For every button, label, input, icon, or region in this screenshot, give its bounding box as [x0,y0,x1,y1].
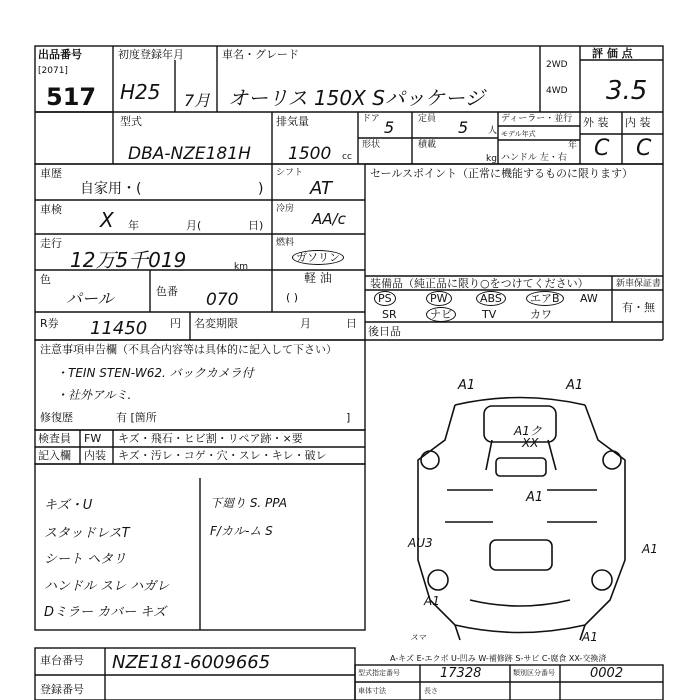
model-spec-label: 型式指定番号 [358,669,400,677]
history-close: ) [258,181,264,197]
ext-grade: C [594,136,610,161]
displacement-value: 1500 [288,144,332,164]
warranty-value: 有・無 [622,301,655,314]
aircon-value: AA/c [312,210,346,228]
inspection-year: 年 [128,219,139,232]
lot-sub: [2071] [38,66,68,76]
equip-airbag-text: エアB [526,291,564,306]
dealer-handle: ハンドル 左・右 [501,153,567,163]
score-value: 3.5 [606,76,648,106]
recycle-value: 11450 [90,318,148,339]
dealer-model-year: モデル年式 [501,130,536,138]
equip-ps-text: PS [374,291,396,306]
int-label: 内 装 [625,116,651,129]
equip-navi-text: ナビ [426,307,456,322]
damage-mark: A1 [642,542,658,556]
displacement-unit: cc [342,152,352,162]
mileage-unit: km [234,262,248,272]
length-label: 長さ [424,687,438,695]
color-value: パール [66,289,114,308]
aircon-label: 冷房 [276,204,295,214]
inspector-fw: FW [84,432,102,445]
footer-legend: A-キズ E-エクボ U-凹み W-補修跡 S-サビ C-腐食 XX-交換済 [390,654,607,663]
damage-mark: A1 [526,490,544,505]
reg-no-label: 登録番号 [40,683,84,696]
name-change-label: 名変期限 [194,317,238,330]
equipment-label: 装備品（純正品に限り○をつけてください） [370,277,589,290]
interior-note-right: 下廻り S. PPA [210,496,288,510]
ext-label: 外 装 [583,116,609,129]
notes-label: 注意事項申告欄（不具合内容等は具体的に記入して下さい） [40,343,337,356]
model-code-value: DBA-NZE181H [128,144,251,164]
lot-number: 517 [46,83,97,111]
name-change-month: 月 [300,317,311,330]
inspection-mark: X [100,208,114,232]
mileage-value: 12万5千019 [70,248,187,272]
notes-line2: ・社外アルミ. [56,388,132,402]
displacement-label: 排気量 [276,115,309,128]
inspector-legend2: キズ・汚レ・コゲ・穴・スレ・キレ・破レ [118,449,327,462]
inspector-naisou: 内装 [84,449,106,462]
damage-mark: A1 [566,378,584,393]
shape-label: 形状 [362,140,381,150]
doors-label: ドア [362,114,380,124]
inspector-label: 検査員 [38,432,71,445]
fuel-gasoline [292,252,344,264]
notes-line1: ・TEIN STEN-W62. バックカメラ付 [56,366,254,380]
color-code-label: 色番 [156,285,178,298]
equip-airbag [526,293,564,305]
equip-abs [476,293,506,305]
equip-leather: カワ [530,308,552,321]
chassis-label: 車台番号 [40,654,84,667]
equip-aw: AW [580,292,598,305]
equip-navi [426,309,456,321]
equip-sr: SR [382,308,397,321]
capacity-unit: 人 [488,126,498,136]
load-label: 積載 [418,140,437,150]
damage-mark: スマ [410,633,426,642]
inspector-legend1: キズ・飛石・ヒビ割・リペア跡・×要 [118,432,303,445]
equip-abs-text: ABS [476,291,506,306]
interior-note: Dミラー カバー キズ [44,605,167,620]
interior-note: キズ・U [44,498,93,513]
capacity-label: 定員 [418,114,437,124]
inspection-day: 日) [248,219,264,232]
inspection-month: 月( [186,219,202,232]
color-code: 070 [206,290,239,310]
input-label: 記入欄 [38,449,71,462]
drive-2wd: 2WD [546,60,568,70]
interior-note: スタッドレスT [44,526,130,541]
damage-mark: A1 [424,594,440,608]
fuel-label: 燃料 [276,238,295,248]
interior-note-right: F/カル-ム S [210,524,273,538]
first-reg-label: 初度登録年月 [118,48,184,61]
recycle-label: R券 [40,317,59,330]
dealer-year-unit: 年 [568,141,578,151]
repair-close: ] [346,411,351,424]
shift-value: AT [310,178,332,199]
first-reg-month: 7月 [184,91,211,110]
recycle-unit: 円 [170,317,181,330]
class-no-label: 類別区分番号 [513,669,555,677]
history-value: 自家用・( [80,181,142,197]
model-code-label: 型式 [120,115,142,128]
damage-mark: XX [522,436,539,450]
sales-point-label: セールスポイント（正常に機能するものに限ります） [370,167,634,180]
size-label: 車体寸法 [358,687,386,695]
lot-label: 出品番号 [38,48,82,61]
rear-seat-label: 後日品 [368,325,401,338]
repair-label: 修復歴 [40,411,73,424]
score-label: 評 価 点 [592,47,633,60]
interior-note: シート ヘタリ [44,552,127,567]
inspection-label: 車検 [40,203,62,216]
fuel-paren: ( ) [286,291,299,304]
equip-pw-text: PW [426,291,452,306]
load-unit: kg [486,154,497,164]
int-grade: C [636,136,652,161]
new-warranty-label: 新車保証書 [616,279,662,289]
fuel-diesel: 軽 油 [304,271,332,285]
equip-tv: TV [482,308,497,321]
color-label: 色 [40,273,51,286]
first-reg-era: H25 [120,80,161,104]
model-spec-value: 17328 [440,666,482,681]
interior-note: ハンドル スレ ハガレ [44,579,170,594]
repair-value: 有 [箇所 [116,411,157,424]
damage-mark: A1 [458,378,476,393]
mileage-label: 走行 [40,237,62,250]
doors-value: 5 [384,118,395,137]
history-label: 車歴 [40,167,62,180]
model-grade-label: 車名・グレード [222,48,299,61]
name-change-day: 日 [346,317,357,330]
class-no-value: 0002 [590,666,624,681]
chassis-value: NZE181-6009665 [112,652,271,673]
damage-mark: AU3 [408,536,433,550]
dealer-label: ディーラー・並行 [501,114,573,124]
damage-mark: A1ク [514,424,542,438]
model-grade-value: オーリス 150X Sパッケージ [228,86,485,110]
fuel-gasoline-text: ガソリン [292,250,344,265]
equip-ps [374,293,396,305]
capacity-value: 5 [458,118,469,137]
shift-label: シフト [276,168,304,178]
equip-pw [426,293,452,305]
drive-4wd: 4WD [546,86,568,96]
damage-mark: A1 [582,630,598,644]
